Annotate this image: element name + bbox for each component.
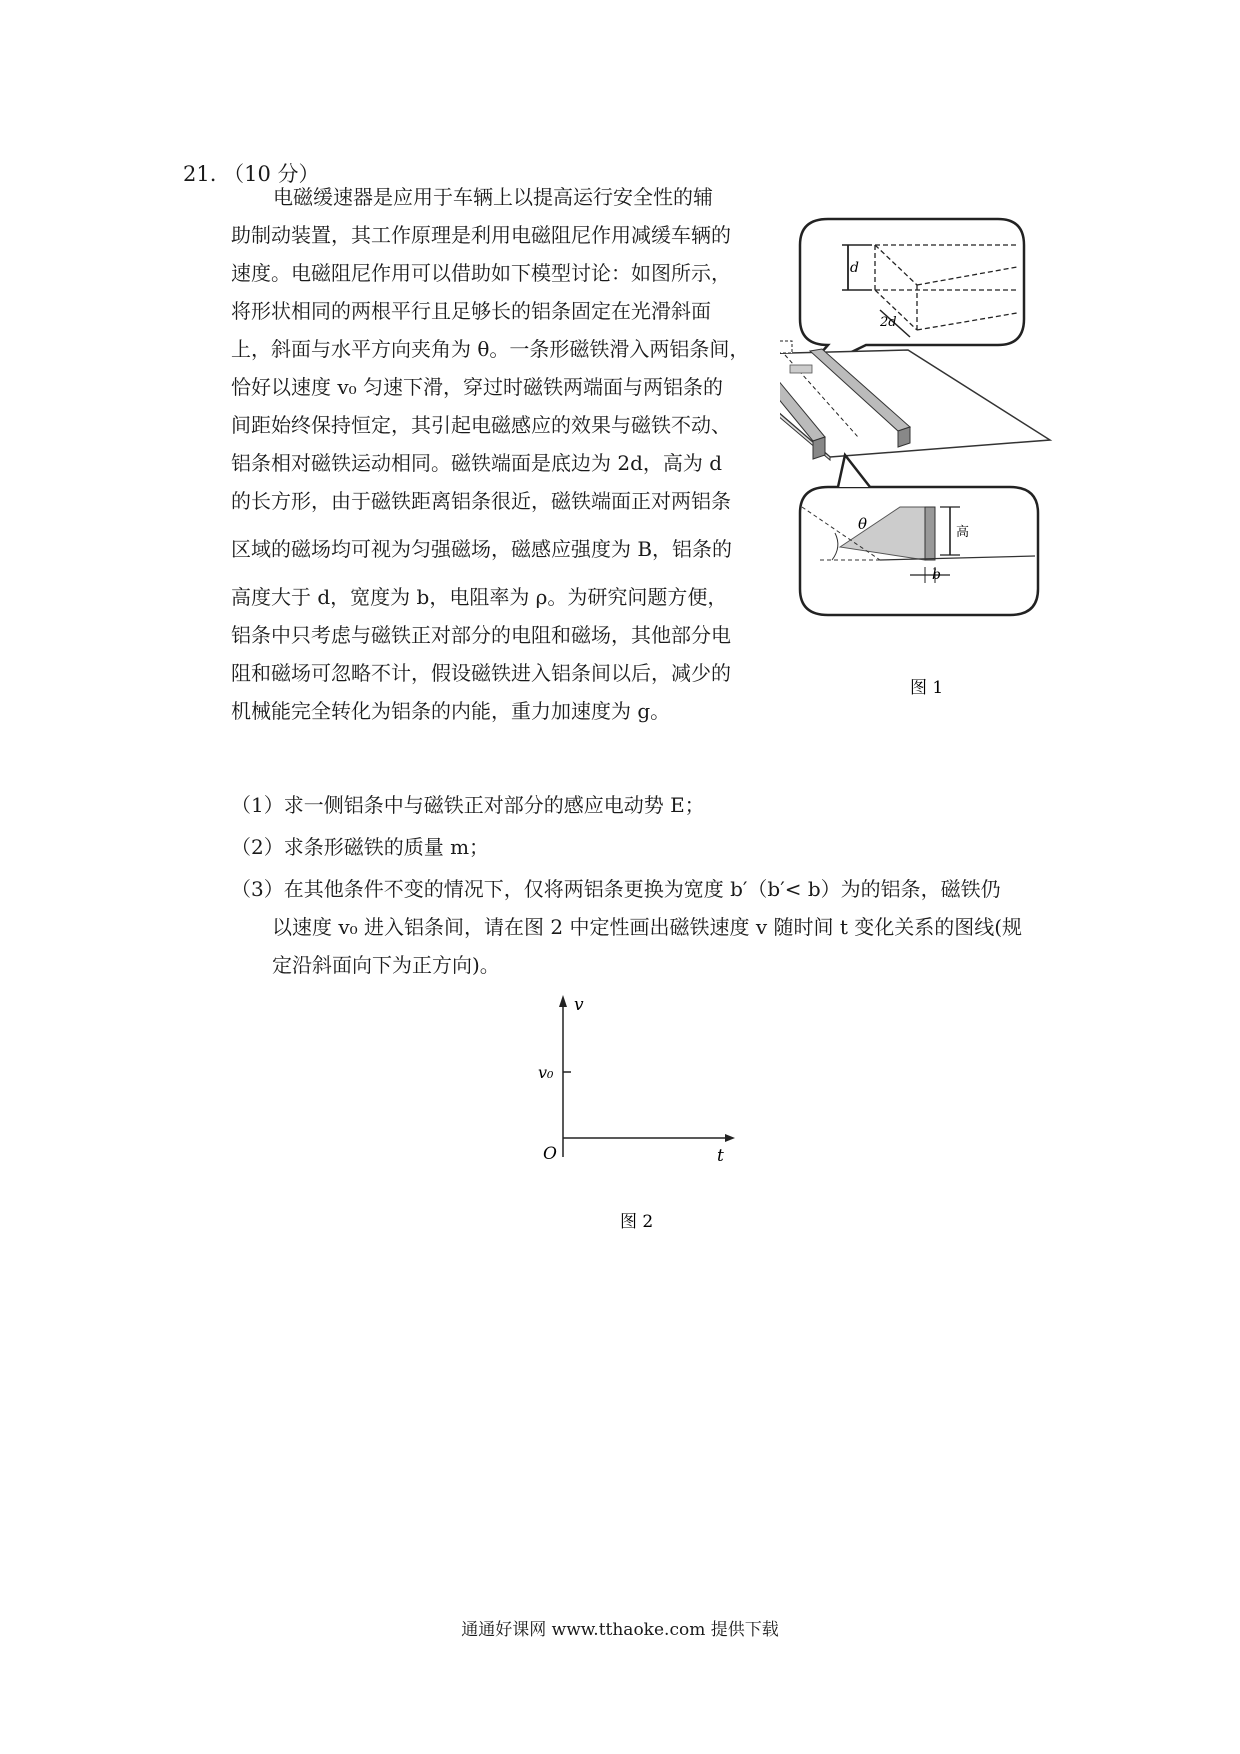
paragraph-line: 电磁缓速器是应用于车辆上以提高运行安全性的辅 (273, 185, 713, 209)
paragraph-line: 速度。电磁阻尼作用可以借助如下模型讨论：如图所示， (231, 261, 731, 285)
figure-1 (780, 215, 1060, 715)
sub-question-2: （2）求条形磁铁的质量 m； (231, 835, 490, 859)
sub-question-3-line-1: （3）在其他条件不变的情况下，仅将两铝条更换为宽度 b′（b′< b）为的铝条，磁铁仍 (231, 877, 1001, 901)
sub-question-3-line-2: 以速度 v₀ 进入铝条间，请在图 2 中定性画出磁铁速度 v 随时间 t 变化关系的图线(规 (272, 915, 1023, 939)
paragraph-line: 间距始终保持恒定，其引起电磁感应的效果与磁铁不动、 (231, 413, 731, 437)
sub-question-1: （1）求一侧铝条中与磁铁正对部分的感应电动势 E； (231, 793, 705, 817)
label-height: 高 (956, 525, 970, 540)
figure-2-axes (535, 995, 735, 1230)
label-theta: θ (858, 515, 868, 533)
paragraph-line: 的长方形，由于磁铁距离铝条很近，磁铁端面正对两铝条 (231, 489, 731, 513)
paragraph-line: 上，斜面与水平方向夹角为 θ。一条形磁铁滑入两铝条间， (231, 337, 750, 361)
page-footer: 通通好课网 www.tthaoke.com 提供下载 (461, 1620, 779, 1640)
label-2d: 2d (880, 315, 897, 330)
paragraph-line: 助制动装置，其工作原理是利用电磁阻尼作用减缓车辆的 (231, 223, 731, 247)
figure-1-caption: 图 1 (910, 678, 944, 698)
paragraph-line: 区域的磁场均可视为匀强磁场，磁感应强度为 B，铝条的 (231, 537, 733, 561)
v0-tick-label: v₀ (538, 1063, 554, 1082)
paragraph-line: 恰好以速度 v₀ 匀速下滑，穿过时磁铁两端面与两铝条的 (231, 375, 724, 399)
label-b: b (932, 567, 941, 583)
axis-t-label: t (717, 1146, 724, 1166)
paragraph-line: 高度大于 d，宽度为 b，电阻率为 ρ。为研究问题方便， (231, 585, 728, 609)
question-number: 21. (183, 162, 217, 186)
origin-label: O (543, 1144, 557, 1164)
paragraph-line: 铝条相对磁铁运动相同。磁铁端面是底边为 2d，高为 d (231, 451, 723, 475)
question-paragraph (231, 178, 771, 730)
axis-v-label: v (574, 995, 584, 1015)
incline-with-rails (780, 341, 1050, 460)
paragraph-line: 阻和磁场可忽略不计，假设磁铁进入铝条间以后，减少的 (231, 661, 731, 685)
question-points: （10 分） (223, 162, 320, 186)
paragraph-line: 将形状相同的两根平行且足够长的铝条固定在光滑斜面 (231, 299, 711, 323)
sub-question-3-line-3: 定沿斜面向下为正方向)。 (272, 953, 500, 977)
figure-2-caption: 图 2 (620, 1212, 654, 1230)
paragraph-line: 机械能完全转化为铝条的内能，重力加速度为 g。 (231, 699, 671, 723)
label-d: d (850, 260, 859, 276)
paragraph-line: 铝条中只考虑与磁铁正对部分的电阻和磁场，其他部分电 (231, 623, 731, 647)
